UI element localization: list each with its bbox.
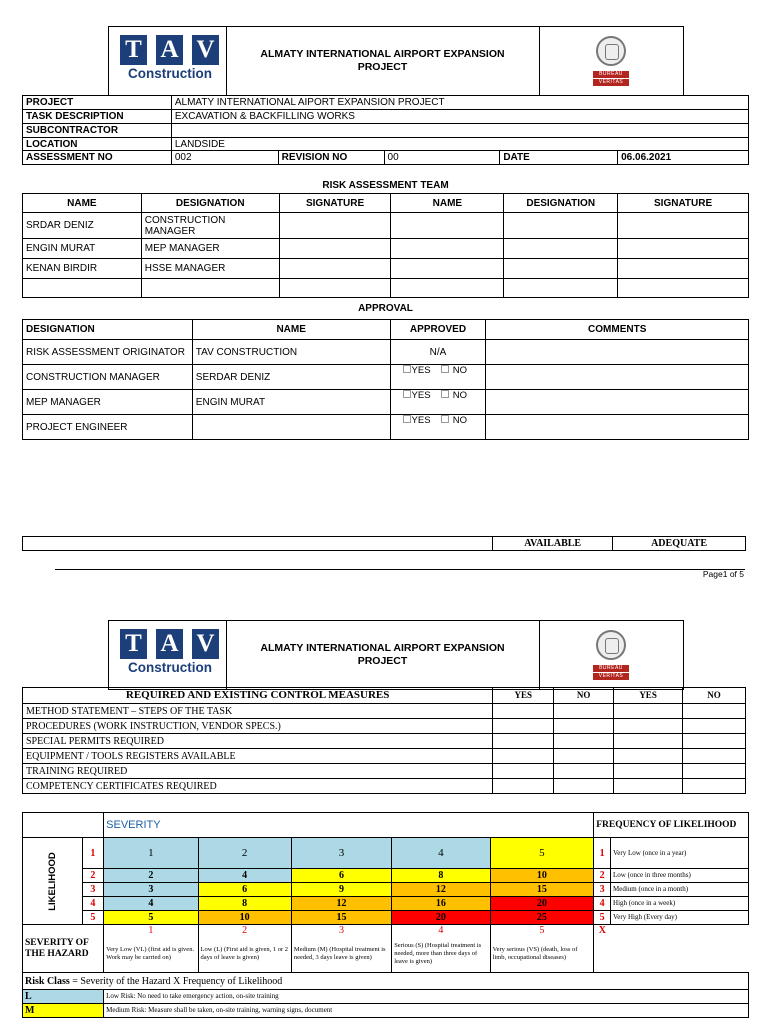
severity-description: Very Low (VL) (first aid is given. Work may be carried on) xyxy=(104,937,198,973)
risk-cell: 4 xyxy=(198,869,291,883)
yes-label: YES xyxy=(411,365,431,376)
tav-logo xyxy=(120,629,220,679)
risk-cell: 10 xyxy=(198,911,291,925)
control-cell[interactable] xyxy=(683,779,746,794)
logo-letter-a: A xyxy=(156,629,183,659)
control-cell[interactable] xyxy=(683,719,746,734)
team-header-designation: DESIGNATION xyxy=(141,194,279,213)
likelihood-cell xyxy=(23,838,83,925)
tav-logo xyxy=(120,35,220,85)
approval-header-designation: DESIGNATION xyxy=(23,320,193,340)
control-cell[interactable] xyxy=(493,719,554,734)
team-row xyxy=(23,259,749,279)
control-cell[interactable] xyxy=(683,749,746,764)
risk-class-item xyxy=(23,1004,749,1018)
team-row xyxy=(23,279,749,298)
approval-header-approved: APPROVED xyxy=(390,320,486,340)
cert-band-top: BUREAU xyxy=(593,665,629,672)
control-item: COMPETENCY CERTIFICATES REQUIRED xyxy=(23,779,493,794)
control-cell[interactable] xyxy=(683,704,746,719)
bureau-veritas-logo xyxy=(593,630,629,680)
risk-cell: 1 xyxy=(104,838,198,869)
subcontractor-value xyxy=(171,124,748,138)
approval-name: SERDAR DENIZ xyxy=(192,365,390,390)
severity-description: Very serious (VS) (death, loss of limb, occupational diseases) xyxy=(490,937,594,973)
risk-cell: 6 xyxy=(291,869,391,883)
risk-class-row xyxy=(23,973,749,990)
yes-label: YES xyxy=(411,415,431,426)
approval-designation: PROJECT ENGINEER xyxy=(23,415,193,440)
controls-no-header: NO xyxy=(554,688,614,704)
team-member-designation xyxy=(504,213,618,239)
multiply-mark: X xyxy=(598,925,606,937)
control-cell[interactable] xyxy=(554,719,614,734)
yes-checkbox[interactable] xyxy=(403,415,411,423)
control-cell[interactable] xyxy=(683,734,746,749)
task-label: TASK DESCRIPTION xyxy=(23,110,172,124)
header-title xyxy=(226,621,540,689)
page-footer-line xyxy=(55,569,745,570)
no-label: NO xyxy=(452,390,467,401)
control-cell[interactable] xyxy=(614,719,683,734)
team-header-designation-2: DESIGNATION xyxy=(504,194,618,213)
risk-cell: 2 xyxy=(198,838,291,869)
risk-cell: 4 xyxy=(104,897,198,911)
severity-description-row xyxy=(23,937,749,973)
subcontractor-label: SUBCONTRACTOR xyxy=(23,124,172,138)
control-cell[interactable] xyxy=(683,764,746,779)
likelihood-number: 3 xyxy=(82,883,104,897)
likelihood-number: 5 xyxy=(82,911,104,925)
approval-comments[interactable] xyxy=(486,340,749,365)
project-label: PROJECT xyxy=(23,96,172,110)
likelihood-label: LIKELIHOOD xyxy=(46,851,58,911)
control-cell[interactable] xyxy=(614,704,683,719)
matrix-row xyxy=(23,897,749,911)
frequency-description: High (once in a week) xyxy=(611,897,749,911)
revision-no-value: 00 xyxy=(384,151,500,165)
control-cell[interactable] xyxy=(554,749,614,764)
certification-seal-icon xyxy=(596,630,626,660)
risk-class-description: Low Risk: No need to take emergency action, on-site training xyxy=(104,990,749,1004)
risk-cell: 15 xyxy=(490,883,594,897)
team-member-designation: MEP MANAGER xyxy=(141,239,279,259)
team-header-signature-2: SIGNATURE xyxy=(618,194,749,213)
risk-cell: 8 xyxy=(198,897,291,911)
risk-cell: 20 xyxy=(392,911,490,925)
project-value: ALMATY INTERNATIONAL AIPORT EXPANSION PROJECT xyxy=(171,96,748,110)
location-value: LANDSIDE xyxy=(171,138,748,151)
approval-status: N/A xyxy=(390,340,486,365)
project-info-table xyxy=(22,95,749,165)
risk-cell: 12 xyxy=(291,897,391,911)
approval-row xyxy=(23,415,749,440)
risk-class-formula: = Severity of the Hazard X Frequency of Likelihood xyxy=(69,975,283,987)
team-member-name xyxy=(391,279,504,298)
risk-cell: 5 xyxy=(104,911,198,925)
date-label: DATE xyxy=(500,151,618,165)
control-row xyxy=(23,734,746,749)
cert-band-bottom: VERITAS xyxy=(593,673,629,680)
control-item: SPECIAL PERMITS REQUIRED xyxy=(23,734,493,749)
severity-number: 4 xyxy=(392,925,490,937)
page-2-header xyxy=(108,620,684,690)
risk-class-code: L xyxy=(23,990,104,1004)
likelihood-number: 4 xyxy=(82,897,104,911)
approval-name xyxy=(192,415,390,440)
team-member-name: ENGIN MURAT xyxy=(23,239,142,259)
certification-cell xyxy=(539,621,683,689)
page-header xyxy=(108,26,684,96)
controls-yes-header: YES xyxy=(493,688,554,704)
frequency-number: 3 xyxy=(594,883,611,897)
severity-number: 5 xyxy=(490,925,594,937)
team-header-name-2: NAME xyxy=(391,194,504,213)
control-cell[interactable] xyxy=(493,779,554,794)
team-member-name xyxy=(391,213,504,239)
approval-header-name: NAME xyxy=(192,320,390,340)
frequency-description: Very Low (once in a year) xyxy=(611,838,749,869)
control-item: EQUIPMENT / TOOLS REGISTERS AVAILABLE xyxy=(23,749,493,764)
frequency-number: 1 xyxy=(594,838,611,869)
blank-cell xyxy=(611,937,749,973)
severity-label: SEVERITY xyxy=(104,813,594,838)
team-member-name xyxy=(391,239,504,259)
control-row xyxy=(23,719,746,734)
no-label: NO xyxy=(452,365,467,376)
team-member-designation xyxy=(504,239,618,259)
controls-title: REQUIRED AND EXISTING CONTROL MEASURES xyxy=(23,688,493,704)
title-line-2: PROJECT xyxy=(357,655,408,667)
control-cell[interactable] xyxy=(493,704,554,719)
approval-table xyxy=(22,319,749,440)
approval-name: TAV CONSTRUCTION xyxy=(192,340,390,365)
approval-checkboxes xyxy=(390,365,486,390)
matrix-row xyxy=(23,883,749,897)
approval-title: APPROVAL xyxy=(358,303,413,314)
logo-subtitle: Construction xyxy=(128,66,212,81)
team-member-name: SRDAR DENIZ xyxy=(23,213,142,239)
team-row xyxy=(23,239,749,259)
control-cell[interactable] xyxy=(614,764,683,779)
control-cell[interactable] xyxy=(554,764,614,779)
control-cell[interactable] xyxy=(493,734,554,749)
matrix-row xyxy=(23,869,749,883)
risk-cell: 12 xyxy=(392,883,490,897)
risk-cell: 15 xyxy=(291,911,391,925)
control-cell[interactable] xyxy=(554,779,614,794)
approval-row xyxy=(23,340,749,365)
team-member-designation xyxy=(141,279,279,298)
signature-cell[interactable] xyxy=(618,213,749,239)
severity-description: Low (L) (First aid is given, 1 or 2 days of leave is given) xyxy=(198,937,291,973)
approval-checkboxes xyxy=(390,390,486,415)
risk-class-description: Medium Risk: Measure shall be taken, on-site training, warning signs, document xyxy=(104,1004,749,1018)
date-value: 06.06.2021 xyxy=(618,151,749,165)
risk-cell: 10 xyxy=(490,869,594,883)
severity-number-row xyxy=(23,925,749,937)
yes-label: YES xyxy=(411,390,431,401)
team-table xyxy=(22,193,749,298)
title-line-1: ALMATY INTERNATIONAL AIRPORT EXPANSION xyxy=(260,48,505,60)
cert-band-top: BUREAU xyxy=(593,71,629,78)
approval-name: ENGIN MURAT xyxy=(192,390,390,415)
risk-class-code: M xyxy=(23,1004,104,1018)
frequency-number: 2 xyxy=(594,869,611,883)
risk-cell: 6 xyxy=(198,883,291,897)
adequate-label: ADEQUATE xyxy=(613,537,746,551)
likelihood-number: 2 xyxy=(82,869,104,883)
control-row xyxy=(23,764,746,779)
title-line-1: ALMATY INTERNATIONAL AIRPORT EXPANSION xyxy=(260,642,505,654)
blank-cell xyxy=(594,937,611,973)
control-item: METHOD STATEMENT – STEPS OF THE TASK xyxy=(23,704,493,719)
approval-row xyxy=(23,365,749,390)
approval-comments[interactable] xyxy=(486,365,749,390)
signature-cell[interactable] xyxy=(279,259,391,279)
team-row xyxy=(23,213,749,239)
risk-cell: 2 xyxy=(104,869,198,883)
available-label: AVAILABLE xyxy=(493,537,613,551)
control-cell[interactable] xyxy=(493,749,554,764)
control-cell[interactable] xyxy=(554,734,614,749)
control-cell[interactable] xyxy=(614,749,683,764)
team-header-name: NAME xyxy=(23,194,142,213)
revision-no-label: REVISION NO xyxy=(278,151,384,165)
available-adequate-strip xyxy=(22,536,746,551)
logo-letter-a: A xyxy=(156,35,183,65)
logo-letter-t: T xyxy=(120,629,147,659)
control-item: PROCEDURES (WORK INSTRUCTION, VENDOR SPECS.) xyxy=(23,719,493,734)
severity-description: Serious (S) (Hospital treatment is needed, more than three days of leave is given) xyxy=(392,937,490,973)
logo-cell xyxy=(109,621,227,689)
control-measures-table xyxy=(22,687,746,794)
approval-comments[interactable] xyxy=(486,390,749,415)
approval-row xyxy=(23,390,749,415)
page-number: Page1 of 5 xyxy=(702,569,744,579)
bureau-veritas-logo xyxy=(593,36,629,86)
control-cell[interactable] xyxy=(493,764,554,779)
control-row xyxy=(23,749,746,764)
team-member-designation xyxy=(504,259,618,279)
yes-checkbox[interactable] xyxy=(403,365,411,373)
approval-checkboxes xyxy=(390,415,486,440)
assessment-no-label: ASSESSMENT NO xyxy=(23,151,172,165)
signature-cell[interactable] xyxy=(618,279,749,298)
team-member-designation: CONSTRUCTION MANAGER xyxy=(141,213,279,239)
severity-number: 2 xyxy=(198,925,291,937)
matrix-row xyxy=(23,838,749,869)
risk-cell: 20 xyxy=(490,897,594,911)
certification-cell xyxy=(539,27,683,95)
control-cell[interactable] xyxy=(614,779,683,794)
approval-designation: CONSTRUCTION MANAGER xyxy=(23,365,193,390)
logo-letter-v: V xyxy=(192,35,219,65)
risk-cell: 9 xyxy=(291,883,391,897)
approval-designation: MEP MANAGER xyxy=(23,390,193,415)
frequency-label: FREQUENCY OF LIKELIHOOD xyxy=(594,813,749,838)
likelihood-number: 1 xyxy=(82,838,104,869)
control-cell[interactable] xyxy=(554,704,614,719)
severity-number: 3 xyxy=(291,925,391,937)
matrix-corner xyxy=(23,813,104,838)
control-row xyxy=(23,704,746,719)
no-checkbox[interactable] xyxy=(441,365,449,373)
signature-cell[interactable] xyxy=(618,239,749,259)
risk-cell: 8 xyxy=(392,869,490,883)
location-label: LOCATION xyxy=(23,138,172,151)
frequency-number: 4 xyxy=(594,897,611,911)
blank-cell xyxy=(611,925,749,937)
severity-description: Medium (M) (Hospital treatment is needed, 3 days leave is given) xyxy=(291,937,391,973)
no-checkbox[interactable] xyxy=(441,415,449,423)
risk-cell: 25 xyxy=(490,911,594,925)
frequency-description: Medium (once in a month) xyxy=(611,883,749,897)
matrix-row xyxy=(23,911,749,925)
control-cell[interactable] xyxy=(614,734,683,749)
signature-cell[interactable] xyxy=(618,259,749,279)
team-member-designation: HSSE MANAGER xyxy=(141,259,279,279)
logo-cell xyxy=(109,27,227,95)
signature-cell[interactable] xyxy=(279,213,391,239)
team-header-signature: SIGNATURE xyxy=(279,194,391,213)
risk-cell: 3 xyxy=(104,883,198,897)
controls-no-header-2: NO xyxy=(683,688,746,704)
approval-comments[interactable] xyxy=(486,415,749,440)
assessment-no-value: 002 xyxy=(171,151,278,165)
risk-class-label: Risk Class xyxy=(25,975,70,987)
title-line-2: PROJECT xyxy=(357,61,408,73)
logo-subtitle: Construction xyxy=(128,660,212,675)
team-member-designation xyxy=(504,279,618,298)
risk-cell: 3 xyxy=(291,838,391,869)
severity-hazard-label: SEVERITY OF THE HAZARD xyxy=(23,925,104,973)
no-checkbox[interactable] xyxy=(441,390,449,398)
control-row xyxy=(23,779,746,794)
signature-cell[interactable] xyxy=(279,279,391,298)
frequency-description: Low (once in three months) xyxy=(611,869,749,883)
approval-designation: RISK ASSESSMENT ORIGINATOR xyxy=(23,340,193,365)
risk-cell: 5 xyxy=(490,838,594,869)
task-value: EXCAVATION & BACKFILLING WORKS xyxy=(171,110,748,124)
risk-cell: 4 xyxy=(392,838,490,869)
frequency-number: 5 xyxy=(594,911,611,925)
control-item: TRAINING REQUIRED xyxy=(23,764,493,779)
team-member-name: KENAN BIRDIR xyxy=(23,259,142,279)
signature-cell[interactable] xyxy=(279,239,391,259)
controls-yes-header-2: YES xyxy=(614,688,683,704)
certification-seal-icon xyxy=(596,36,626,66)
frequency-description: Very High (Every day) xyxy=(611,911,749,925)
logo-letter-t: T xyxy=(120,35,147,65)
approval-header-comments: COMMENTS xyxy=(486,320,749,340)
risk-cell: 16 xyxy=(392,897,490,911)
risk-matrix-table xyxy=(22,812,749,1018)
team-member-name xyxy=(391,259,504,279)
header-title xyxy=(226,27,540,95)
yes-checkbox[interactable] xyxy=(403,390,411,398)
strip-blank-cell xyxy=(23,537,493,551)
risk-class-item xyxy=(23,990,749,1004)
logo-letter-v: V xyxy=(192,629,219,659)
severity-number: 1 xyxy=(104,925,198,937)
no-label: NO xyxy=(452,415,467,426)
team-member-name xyxy=(23,279,142,298)
team-title: RISK ASSESSMENT TEAM xyxy=(322,180,449,191)
cert-band-bottom: VERITAS xyxy=(593,79,629,86)
